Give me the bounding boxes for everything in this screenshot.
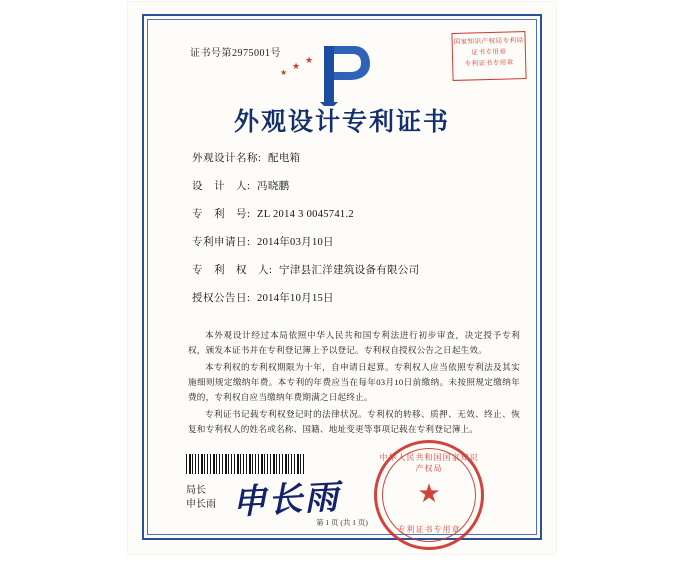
seal-arc-bottom-text: 专利证书专用章 <box>397 525 461 534</box>
body-paragraph-2: 本专利权的专利权期限为十年，自申请日起算。专利权人应当依照专利法及其实施细则规定缴纳年费。本专利的年费应当在每年03月10日前缴纳。未按照规定缴纳年费的，专利权自应当缴纳年费期满之日起终止。 <box>188 362 520 402</box>
emblem-logo <box>128 42 556 110</box>
corner-ornament-top-right <box>524 14 542 32</box>
official-round-seal <box>374 440 484 550</box>
field-value: 2014年10月15日 <box>257 293 334 304</box>
page-footer: 第 1 页 (共 1 页) <box>316 518 368 527</box>
certificate-sheet <box>128 2 556 554</box>
seal-arc-top-text: 中华人民共和国国家知识产权局 <box>379 453 479 473</box>
field-value: 2014年03月10日 <box>257 237 334 248</box>
seal-star-icon: ★ <box>417 478 441 508</box>
top-stamp-line-3: 专利证书专用章 <box>464 59 514 68</box>
page-title: 外观设计专利证书 <box>233 109 450 136</box>
field-patent-number <box>192 206 516 234</box>
field-label: 专 利 号: <box>192 209 251 220</box>
star-icon-small: ★ <box>280 68 290 77</box>
handwritten-signature: 申长雨 <box>231 479 342 522</box>
field-design-name <box>192 150 516 178</box>
signature-title-label: 局长 <box>186 485 206 496</box>
field-label: 专利申请日: <box>192 237 251 248</box>
corner-ornament-top-left <box>142 14 160 32</box>
signature-name-label: 申长雨 <box>186 499 216 510</box>
top-stamp-line-1: 国家知识产权局专利局 <box>453 37 524 46</box>
body-paragraph-1: 本外观设计经过本局依照中华人民共和国专利法进行初步审查，决定授予专利权，颁发本证书并在专利登记簿上予以登记。专利权自授权公告之日起生效。 <box>188 330 520 355</box>
field-application-date <box>192 234 516 262</box>
field-designer <box>192 178 516 206</box>
field-value: 配电箱 <box>268 153 301 164</box>
field-label: 授权公告日: <box>192 293 251 304</box>
patent-p-logo-icon <box>314 44 370 106</box>
field-grant-date <box>192 290 516 318</box>
field-label: 专 利 权 人: <box>192 265 273 276</box>
field-value: ZL 2014 3 0045741.2 <box>257 209 354 220</box>
star-icon-medium: ★ <box>292 61 303 71</box>
field-label: 外观设计名称: <box>192 153 262 164</box>
field-value: 冯晓鹏 <box>257 181 290 192</box>
fields-block <box>192 150 516 318</box>
field-patentee <box>192 262 516 290</box>
star-icon-large: ★ <box>305 55 316 65</box>
body-text-block <box>188 328 520 439</box>
signature-block <box>186 484 216 512</box>
field-value: 宁津县汇洋建筑设备有限公司 <box>279 265 420 276</box>
field-label: 设 计 人: <box>192 181 251 192</box>
top-stamp-line-2: 证书专用章 <box>471 48 507 57</box>
body-paragraph-3: 专利证书记载专利权登记时的法律状况。专利权的转移、质押、无效、终止、恢复和专利权人的姓名或名称、国籍、地址变更等事项记载在专利登记簿上。 <box>188 409 520 434</box>
certificate-number: 证书号第2975001号 <box>190 48 281 59</box>
